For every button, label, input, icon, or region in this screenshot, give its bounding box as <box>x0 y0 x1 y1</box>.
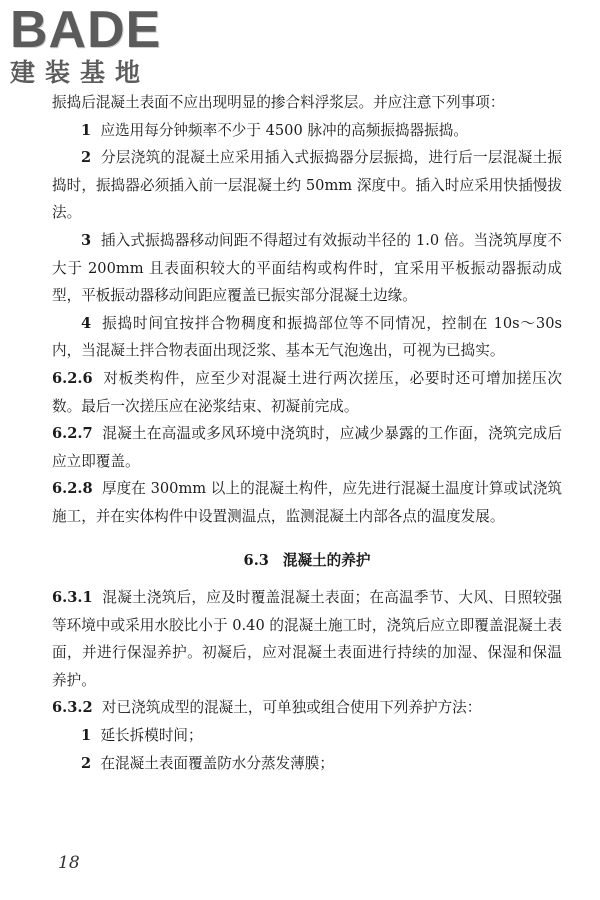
clause-text: 对板类构件，应至少对混凝土进行两次搓压，必要时还可增加搓压次数。最后一次搓压应在泌浆结束、初凝前完成。 <box>52 369 562 415</box>
item-text: 在混凝土表面覆盖防水分蒸发薄膜； <box>100 754 334 772</box>
clause-number: 6.2.6 <box>52 369 93 387</box>
section-heading <box>52 547 562 575</box>
logo-wordmark: BADE <box>10 1 162 59</box>
list-item-3 <box>52 227 562 310</box>
clause-6-3-2 <box>52 694 562 722</box>
item-number: 1 <box>81 727 92 745</box>
item-number: 1 <box>81 121 92 139</box>
list-item-1 <box>52 722 562 750</box>
section-number: 6.3 <box>243 551 269 569</box>
item-text: 应选用每分钟频率不少于 4500 脉冲的高频振捣器振捣。 <box>100 121 468 139</box>
clause-number: 6.3.1 <box>52 589 93 607</box>
list-item-2 <box>52 144 562 227</box>
clause-text: 混凝土在高温或多风环境中浇筑时，应减少暴露的工作面，浇筑完成后应立即覆盖。 <box>52 425 562 470</box>
item-number: 3 <box>81 231 92 249</box>
clause-6-3-1 <box>52 584 562 694</box>
item-text: 插入式振捣器移动间距不得超过有效振动半径的 1.0 倍。当浇筑厚度不大于 200mm 且表面积较大的平面结构或构件时，宜采用平板振动器振动成型，平板振动器移动间距应覆盖已振实部分混凝土边缘。 <box>52 231 562 305</box>
paragraph-intro <box>52 89 562 117</box>
section-title: 混凝土的养护 <box>282 551 371 569</box>
list-item-1 <box>52 117 562 145</box>
item-number: 4 <box>81 314 92 332</box>
item-text: 振捣时间宜按拌合物稠度和振捣部位等不同情况，控制在 10s～30s 内，当混凝土拌合物表面出现泛浆、基本无气泡逸出，可视为已捣实。 <box>52 314 562 360</box>
list-item-2 <box>52 750 562 778</box>
clause-6-2-8 <box>52 475 562 530</box>
logo <box>10 1 180 88</box>
document-body <box>52 89 562 777</box>
clause-text: 混凝土浇筑后，应及时覆盖混凝土表面；在高温季节、大风、日照较强等环境中或采用水胶比小于 0.40 的混凝土施工时，浇筑后应立即覆盖混凝土表面，并进行保湿养护。初凝后，应对混凝土表面进行持续的加湿、保湿和保温养护。 <box>52 589 562 689</box>
clause-6-2-7 <box>52 420 562 475</box>
item-number: 2 <box>81 754 92 772</box>
list-item-4 <box>52 310 562 365</box>
clause-text: 对已浇筑成型的混凝土，可单独或组合使用下列养护方法： <box>101 699 482 717</box>
item-text: 延长拆模时间； <box>100 727 203 745</box>
item-text: 分层浇筑的混凝土应采用插入式振捣器分层振捣，进行后一层混凝土振捣时，振捣器必须插入前一层混凝土约 50mm 深度中。插入时应采用快插慢拔法。 <box>52 149 562 222</box>
clause-number: 6.2.8 <box>52 480 93 498</box>
clause-text: 厚度在 300mm 以上的混凝土构件，应先进行混凝土温度计算或试浇筑施工，并在实体构件中设置测温点，监测混凝土内部各点的温度发展。 <box>52 480 563 525</box>
logo-subtitle: 建装基地 <box>10 58 151 87</box>
page-number: 18 <box>58 853 80 873</box>
clause-number: 6.3.2 <box>52 699 93 717</box>
paragraph-text: 振捣后混凝土表面不应出现明显的掺合料浮浆层。并应注意下列事项： <box>52 94 505 111</box>
clause-number: 6.2.7 <box>52 425 93 443</box>
item-number: 2 <box>81 149 92 167</box>
clause-6-2-6 <box>52 365 562 420</box>
